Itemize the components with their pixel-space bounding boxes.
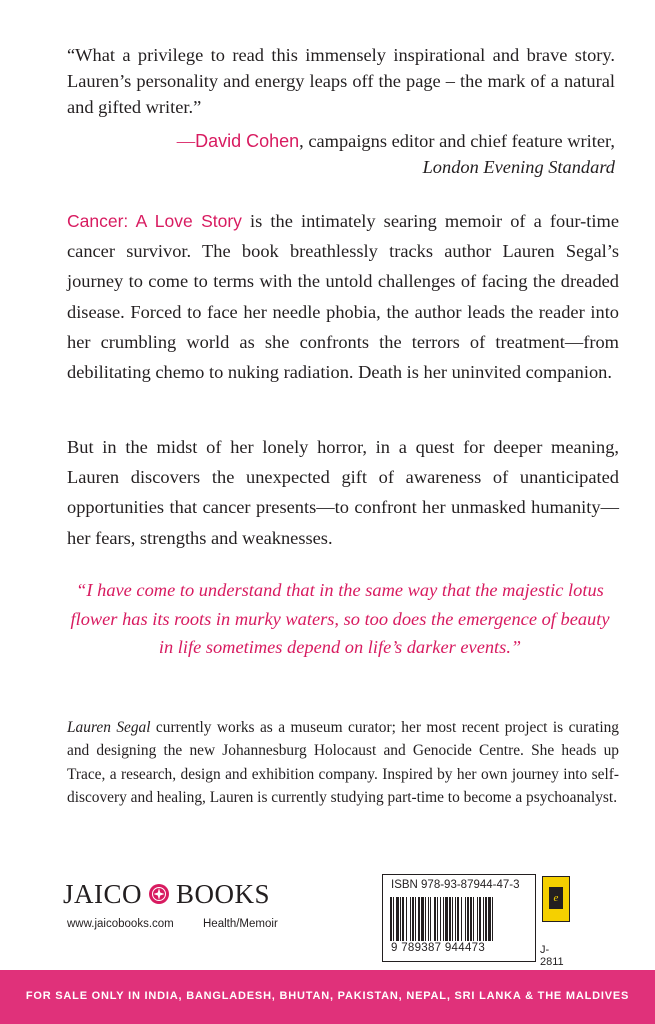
barcode-box — [382, 874, 536, 962]
description-paragraph-2: But in the midst of her lonely horror, in a quest for deeper meaning, Lauren discovers the unexpected gift of awareness of unanticipated opportunities that cancer presents—to confront her unmasked humanity—her fears, strengths and weaknesses. — [67, 437, 619, 548]
publisher-name-left: JAICO — [63, 878, 143, 909]
publisher-website: www.jaicobooks.com — [67, 918, 174, 930]
publisher-name-right: BOOKS — [176, 878, 271, 909]
author-quote: “I have come to understand that in the same way that the majestic lotus flower has its roots in murky waters, so too does the emergence of beauty in life sometimes depend on life’s darker events.” — [70, 580, 610, 657]
bio-author-name: Lauren Segal — [67, 719, 151, 736]
barcode-number: 9 789387 944473 — [391, 942, 486, 954]
ebook-available-icon — [542, 876, 570, 922]
author-bio — [67, 716, 619, 810]
attribution-dash: — — [176, 131, 196, 151]
ebook-badge-area — [540, 874, 572, 968]
sale-territory-banner — [0, 970, 655, 1024]
publisher-logo — [63, 877, 270, 911]
review-quote — [67, 42, 615, 120]
product-code: J-2811 — [540, 944, 564, 968]
book-category: Health/Memoir — [203, 918, 278, 930]
lotus-icon — [148, 883, 170, 905]
reviewer-publication: London Evening Standard — [422, 157, 615, 177]
review-attribution — [55, 128, 615, 180]
bio-text: currently works as a museum curator; her most recent project is curating and designing the new Johannesburg Holocaust and Genocide Centre. She heads up Trace, a research, design and exhibition company. Inspired by her own journey into self-discovery and healing, Lauren is currently studying part-time to become a psychoanalyst. — [67, 719, 619, 807]
reviewer-role: , campaigns editor and chief feature writer, — [299, 131, 615, 151]
barcode-icon — [389, 897, 529, 941]
review-text: “What a privilege to read this immensely inspirational and brave story. Lauren’s personality and energy leaps off the page – the mark of a natural and gifted writer.” — [67, 45, 615, 117]
e-icon: e — [549, 887, 563, 909]
reviewer-name: David Cohen — [195, 131, 300, 151]
isbn-label: ISBN 978-93-87944-47-3 — [391, 879, 520, 891]
sale-territory-text: FOR SALE ONLY IN INDIA, BANGLADESH, BHUTAN, PAKISTAN, NEPAL, SRI LANKA & THE MALDIVES — [25, 990, 630, 1002]
book-title: Cancer: A Love Story — [67, 211, 242, 231]
description-text-1: is the intimately searing memoir of a four-time cancer survivor. The book breathlessly tracks author Lauren Segal’s journey to come to terms with the untold challenges of facing the dreaded disease. Forced to face her needle phobia, the author leads the reader into her crumbling world as she confronts the terrors of treatment—from debilitating chemo to nuking radiation. Death is her uninvited companion. — [67, 211, 619, 383]
description-paragraph-1 — [67, 206, 619, 387]
